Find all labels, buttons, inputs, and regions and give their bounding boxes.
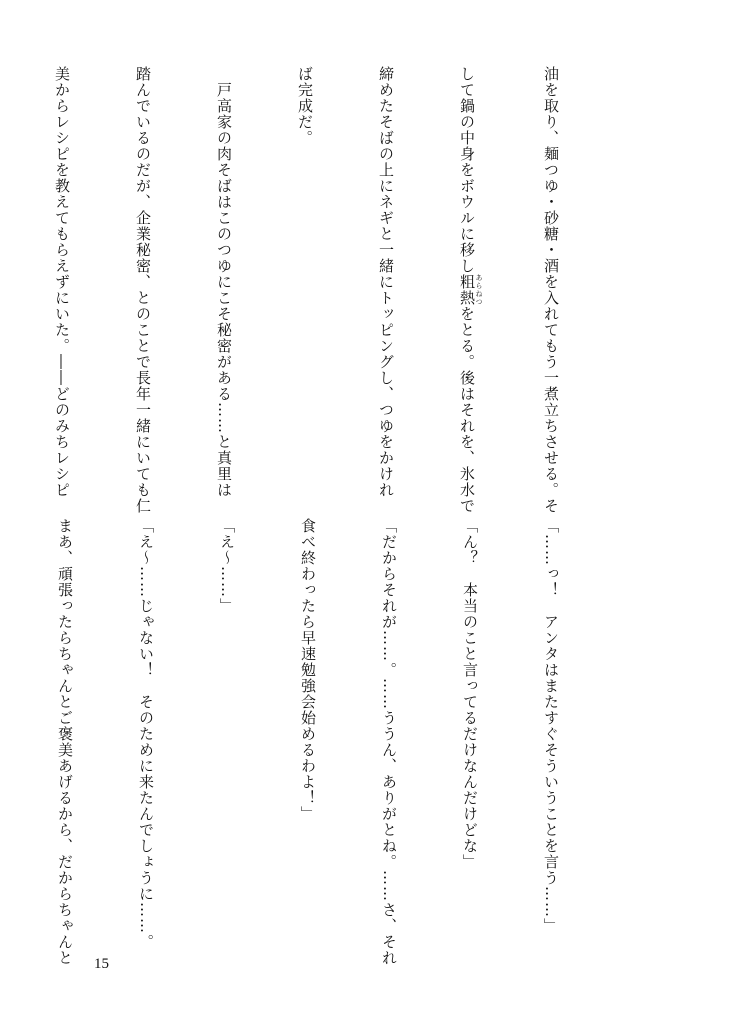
text-line-with-ruby: して鍋の中身をボウルに移し粗熱 あらねつをとる。後はそれを、氷水で xyxy=(458,66,483,514)
text-line: 踏んでいるのだが、企業秘密、とのことで長年一緒にいても仁 xyxy=(134,66,152,514)
text-line: 締めたそばの上にネギと一緒にトッピングし、つゆをかけれ xyxy=(377,66,395,498)
text-line: 美からレシピを教えてもらえずにいた。――どのみちレシピ xyxy=(53,66,71,498)
text-line: 「え〜……じゃない！ そのために来たんでしょうに……。 xyxy=(137,518,155,950)
text-line: 「え〜……」 xyxy=(218,518,236,614)
ruby-arane: 粗熱 あらねつ xyxy=(458,274,483,306)
text-line: 「だからそれが……。……ううん、ありがとね。……さ、それ xyxy=(380,518,398,966)
text-line: 油を取り、麺つゆ・砂糖・酒を入れてもう一煮立ちさせる。そ xyxy=(542,66,560,514)
text-line: 「……っ！ アンタはまたすぐそういうことを言う……」 xyxy=(542,518,560,934)
text-line: 「ん？ 本当のこと言ってるだけなんだけどな」 xyxy=(461,518,479,870)
furigana-arane: あらねつ xyxy=(475,274,483,306)
text-line: まあ、頑張ったらちゃんとご褒美あげるから、だからちゃんと xyxy=(56,518,74,966)
text-line: ば完成だ。 xyxy=(296,66,314,146)
text-line: 戸高家の肉そばはこのつゆにこそ秘密がある……と真里は xyxy=(215,66,233,498)
page-number: 15 xyxy=(94,956,109,972)
text-line: 食べ終わったら早速勉強会始めるわよ！」 xyxy=(299,518,317,822)
top-text-block xyxy=(53,66,618,514)
